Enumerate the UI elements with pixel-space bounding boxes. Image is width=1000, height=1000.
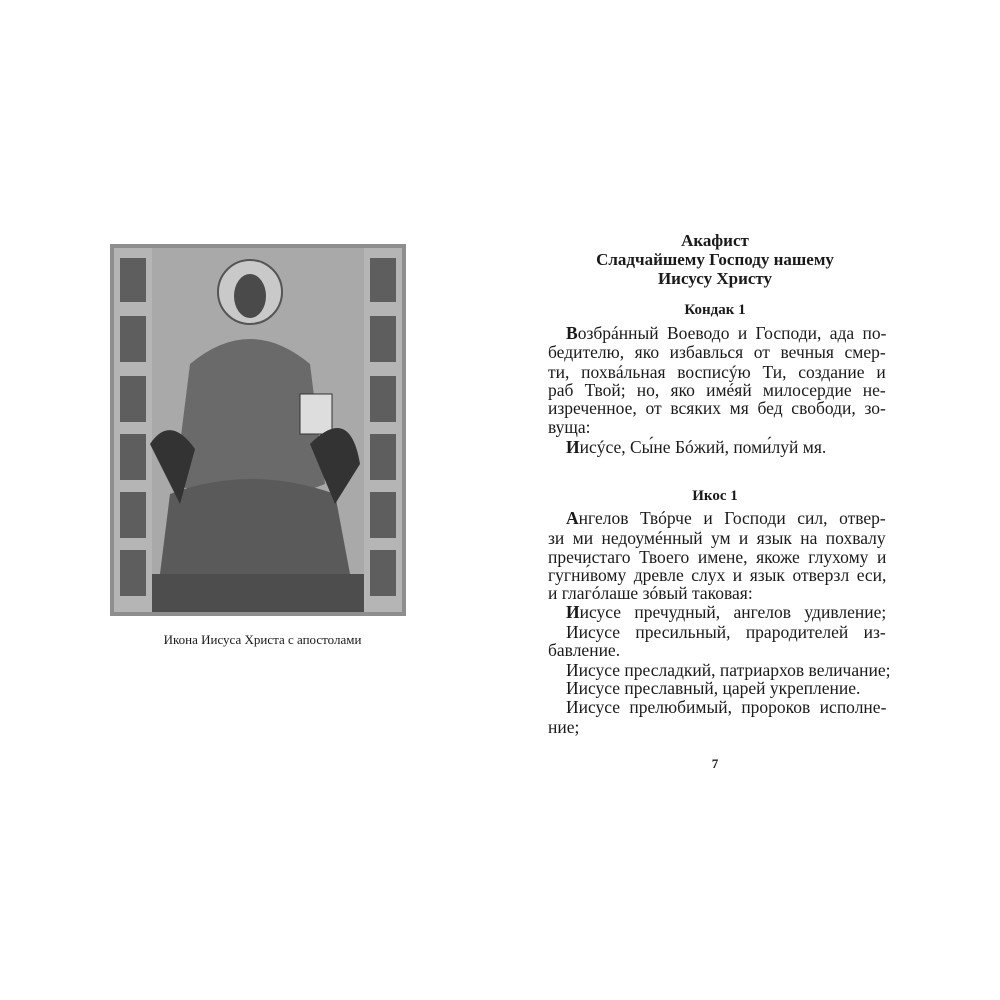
drop-initial: И (566, 437, 580, 457)
text-line (548, 641, 620, 660)
line-text: изреченное, от всяких мя бед свободи, зо- (548, 398, 886, 418)
text-line (566, 438, 826, 457)
line-text: бедителю, яко избавлься от вечныя смер- (548, 342, 886, 362)
text-line (548, 584, 753, 603)
line-text: вуща: (548, 417, 591, 437)
text-line (566, 603, 886, 622)
kondak-heading: Кондак 1 (684, 302, 746, 318)
line-text: Иисусе пресладкий, патриархов величание; (566, 660, 891, 680)
text-line (548, 529, 886, 548)
page-number: 7 (711, 756, 719, 771)
drop-initial: В (566, 323, 578, 343)
line-text: бавление. (548, 640, 621, 660)
line-text: Иисусе преславный, царей укрепление. (566, 678, 861, 698)
line-text: зи ми недоумéнный ум и язык на похвалу (548, 528, 886, 548)
text-line (566, 324, 886, 343)
line-text: нгелов Твóрче и Господи сил, отвер- (578, 508, 886, 528)
title-line: Акафист (681, 231, 749, 250)
line-text: исýсе, Сы́не Бóжий, поми́луй мя. (579, 437, 827, 457)
text-line (548, 418, 591, 437)
title-line: Сладчайшему Господу нашему (596, 250, 834, 269)
line-text: пречистаго Твоего имене, якоже глухому и (548, 547, 887, 567)
drop-initial: А (566, 508, 579, 528)
line-text: и глагóлаше зóвый таковая: (548, 583, 753, 603)
line-text: ние; (548, 717, 580, 737)
image-caption: Икона Иисуса Христа с апостолами (163, 632, 362, 647)
line-text: Иисусе пресильный, прародителей из- (566, 622, 886, 642)
text-line (566, 509, 886, 528)
title-line: Иисусу Христу (657, 269, 773, 288)
ikos-heading: Икос 1 (692, 488, 738, 504)
text-line (548, 399, 886, 418)
icon-image-christ-with-apostles (110, 244, 406, 616)
text-line (566, 698, 886, 717)
drop-initial: И (566, 602, 580, 622)
line-text: озбрáнный Воеводо и Господи, ада по- (577, 323, 887, 343)
line-text: раб Твой; но, яко имéяй милосердие не- (548, 380, 886, 400)
line-text: исусе пречудный, ангелов удивление; (579, 602, 887, 622)
line-text: Иисусе прелюбимый, пророков исполне- (566, 697, 887, 717)
line-text: ти, похвáльная восписýю Ти, создание и (548, 362, 886, 382)
text-line (548, 718, 579, 737)
line-text: гугни́вому древле слух и язык отверзл еси, (548, 565, 887, 585)
text-line (548, 343, 886, 362)
text-line (566, 679, 860, 698)
